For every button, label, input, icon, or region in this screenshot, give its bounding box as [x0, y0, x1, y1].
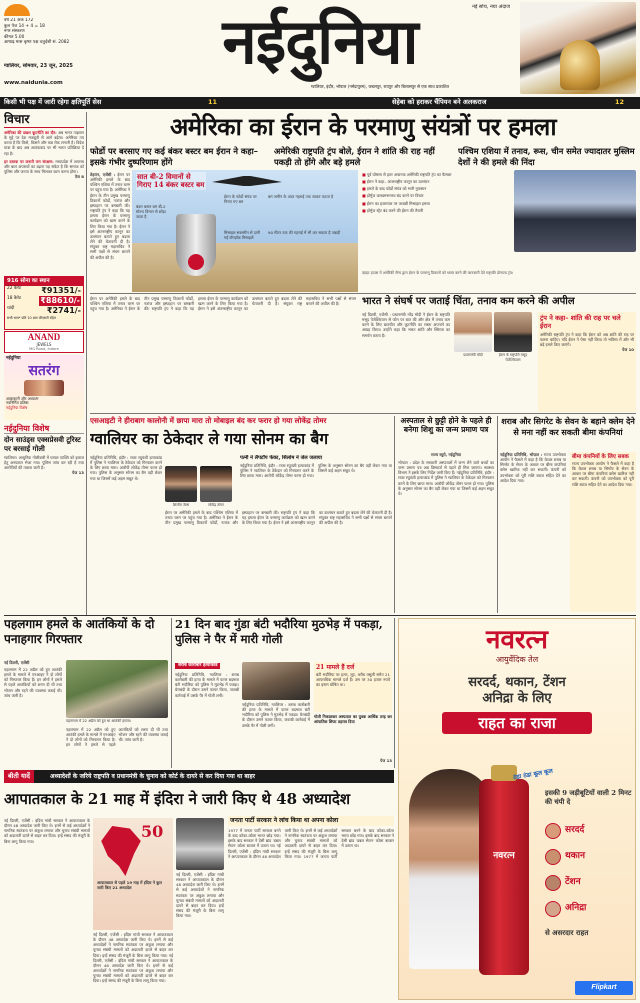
sun-logo-icon	[4, 4, 30, 16]
bhadoriya-body: नईदुनिया प्रतिनिधि, ग्वालियर : शराब कारोबारी की हत्या के मामले में फरार बदमाश बंटी भदौरिया को पुलिस ने मुठभेड़ में पकड़ा। घेराबंदी के दौरान उसने फायर किया, जवाबी कार्रवाई में उसके पैर में गोली लगी।	[175, 672, 239, 698]
gold-rates-title: 916 सोना का स्थान	[5, 277, 83, 286]
benefit-icon-1	[545, 849, 561, 865]
gwalior-lead-headline[interactable]: दोन साउंड्स एक्सप्रेसवी टूरिस्ट पर बरसाई गोली	[4, 435, 81, 453]
top-bar	[0, 97, 640, 109]
trump-press-photo	[514, 170, 636, 252]
rates-note: सभी भाव* प्रति 10 ग्राम जीएसटी रहित	[7, 315, 56, 320]
tagline: नई सोच, नया अंदाज	[472, 4, 510, 10]
gwalior-lead	[4, 423, 84, 613]
sonam-body-1: नईदुनिया प्रतिनिधि, इंदौर : राजा रघुवंशी हत्याकांड में पुलिस ने ग्वालियर के ठेकेदार को गिरफ्तार करने के लिए छापा मारा। आरोपी लोकेंद्र तोमर फरार हो गया। पुलिस के अनुसार सोनम का बैग वही लेकर गया था जिसमें कई अहम सबूत थे।	[90, 455, 162, 481]
graphic-text: आपातकाल से पहले 19 माह में इंदिरा ने कुल जारी किए 21 अध्यादेश	[97, 880, 162, 891]
bhadoriya-photo	[242, 662, 310, 700]
satrang-line1: आज्ञाकारी और अध्यात्म	[6, 395, 39, 401]
main-bullet-1: ■ ईरान ने कहा– अंतरराष्ट्रीय कानून का उल्लंघन	[362, 179, 512, 184]
bhadoriya-label: शराब कारोबार हत्याकांड	[175, 662, 239, 671]
satrang-line2: नवनिर्मित प्रतिष्ठा	[6, 400, 29, 406]
rate-value-1: ₹88610/-	[40, 295, 80, 305]
main-sub2[interactable]: अमेरिकी राष्ट्रपति ट्रंप बोले, ईरान ने शांति की राह नहीं पकड़ी तो होंगे और बड़े हमले	[274, 146, 435, 167]
pahalgam-body-2: पहलगाम में 22 अप्रैल को हुए आतंकी हमले के मामले में एनआइए ने दो लोगों को गिरफ्तार किया है। इन लोगों ने हमले से पहले आतंकियों को शरण दी थी तथा भोजन और रहने की व्यवस्था कराई थी। जांच जारी है।	[66, 727, 168, 748]
top-bar-left-page: 11	[208, 98, 218, 106]
newspaper-title: नईदुनिया	[222, 5, 418, 78]
satrang-ref: नईदुनिया विशेष	[6, 405, 28, 411]
beeti-headline[interactable]: आपातकाल के 21 माह में इंदिरा ने जारी किए थे 48 अध्यादेश	[4, 790, 351, 808]
navratna-ad[interactable]	[398, 618, 636, 1000]
insurance-box	[570, 452, 636, 612]
top-bar-right-page: 12	[615, 98, 625, 106]
vichar-text-1: अब भारत ताइवान के मुद्दे पर देश मजबूती से आगे बढ़ेगा। अमेरिका तय करता है कि किसे, किसने और कब रोक लगानी है। विदेश यात्रा के बाद अब आतंकवाद पर भी भारत प्रतिक्रिया दे रहा है।	[4, 130, 84, 156]
infographic-title: सात बी-2 विमानों से गिराए 14 बंकर बस्टर बम	[137, 172, 205, 189]
satrang-title: सतरंग	[28, 362, 60, 379]
website-link[interactable]: www.naidunia.com	[4, 80, 63, 86]
satrang-brand: नईदुनिया	[6, 356, 21, 361]
liquor-headline[interactable]: शराब और सिगरेट के सेवन के बहाने क्लेम देने से मना नहीं कर सकती बीमा कंपनियां	[501, 416, 635, 437]
bhadoriya-ref: पेज 13	[380, 758, 392, 763]
rate-label-2: चांदी	[7, 305, 15, 311]
main-bullet-4: ■ ईरान का इजरायल पर जवाबी मिसाइल हमला	[362, 201, 512, 206]
rate-label-1: 18 कैरेट	[7, 295, 22, 301]
sonam-body-3: ईरान पर अमेरिकी हमले के बाद पश्चिम एशिया में तनाव चरम पर पहुंच गया है। अमेरिका ने ईरान के तीन प्रमुख परमाणु ठिकानों फोर्डो, नतांज और इस्फहान पर बमबारी की। राष्ट्रपति ट्रंप ने कहा कि यह हमला ईरान के परमाणु कार्यक्रम को खत्म करने के लिए किया गया है। ईरान ने इसे अंतरराष्ट्रीय कानून का उल्लंघन बताते हुए बदला लेने की चेतावनी दी है। संयुक्त राष्ट्र महासचिव ने सभी पक्षों से संयम बरतने की अपील की है।	[165, 510, 392, 526]
modi-photo	[454, 312, 492, 352]
accused-photo-1	[165, 466, 197, 502]
main-headline[interactable]: अमेरिका का ईरान के परमाणु संयंत्रों पर हमला	[169, 112, 557, 141]
cases-box	[314, 662, 392, 712]
flipkart-logo[interactable]: Flipkart	[575, 981, 633, 995]
main-bullet-3: ■ होर्मुज जलडमरूमध्य बंद करने पर विचार	[362, 193, 512, 198]
info-point-0: बंकर बस्टर बम बी-2 स्टेल्थ विमान से छोड़ा जाता है	[136, 204, 166, 220]
main-sub3[interactable]: पश्चिम एशिया में तनाव, रूस, चीन समेत ज्यादातर मुस्लिम देशों ने की हमले की निंदा	[458, 146, 635, 167]
navratna-promise: इसकी 9 जड़ीबूटियों वाली 2 मिनट की चंपी दे	[545, 789, 632, 806]
beeti-strip	[4, 770, 394, 783]
bottle-label: नवरत्न	[493, 851, 515, 861]
satrang-box[interactable]	[4, 355, 84, 420]
sonam-headline[interactable]: ग्वालियर का ठेकेदार ले गया सोनम का बैग	[90, 429, 329, 448]
info-point-2: मिसाइल सबमरीन से दागी गईं टॉमहॉक मिसाइलें	[224, 230, 261, 241]
gwalior-lead-ref: पेज 13	[72, 470, 84, 476]
cola-body: 1977 में जनता पार्टी सरकार बनने के बाद कोका-कोला भारत छोड़ गया। इसके बाद सरकार ने देसी ब्रांड 'डबल सेवन' कोला बाजार में उतारा था। नई दिल्ली, एजेंसी : इंदिरा गांधी सरकार ने आपातकाल के दौरान 48 अध्यादेश जारी किए थे। इनमें से कई अध्यादेशों ने नागरिक स्वतंत्रता पर अंकुश लगाया और चुनाव संबंधी मामलों को अदालती दायरे से बाहर कर दिया। इन्हें संसद की मंजूरी के बिना लागू किया गया। 1977 में जनता पार्टी सरकार बनने के बाद कोका-कोला भारत छोड़ गया। इसके बाद सरकार ने देसी ब्रांड 'डबल सेवन' कोला बाजार में उतारा था।	[228, 828, 394, 859]
pahalgam-photo	[66, 660, 168, 718]
gwalior-lead-label: नईदुनिया विशेष	[4, 423, 84, 434]
navratna-line2: अनिद्रा के लिए	[482, 691, 552, 707]
beeti-body-3: नई दिल्ली, एजेंसी : इंदिरा गांधी सरकार ने आपातकाल के दौरान 48 अध्यादेश जारी किए थे। इनमें से कई अध्यादेशों ने नागरिक स्वतंत्रता पर अंकुश लगाया और चुनाव संबंधी मामलों को अदालती दायरे से बाहर कर दिया। इन्हें संसद की मंजूरी के बिना लागू किया गया। नई दिल्ली, एजेंसी : इंदिरा गांधी सरकार ने आपातकाल के दौरान 48 अध्यादेश जारी किए थे। इनमें से कई अध्यादेशों ने नागरिक स्वतंत्रता पर अंकुश लगाया और चुनाव संबंधी मामलों को अदालती दायरे से बाहर कर दिया। इन्हें संसद की मंजूरी के बिना लागू किया गया।	[93, 932, 173, 984]
india-headline[interactable]: भारत ने संघर्ष पर जताई चिंता, तनाव कम करने की अपील	[362, 296, 575, 307]
pahalgam-body: पहलगाम में 22 अप्रैल को हुए आतंकी हमले के मामले में एनआइए ने दो लोगों को गिरफ्तार किया है। इन लोगों ने हमले से पहले आतंकियों को शरण दी थी तथा भोजन और रहने की व्यवस्था कराई थी। जांच जारी है।	[4, 667, 62, 698]
jeweller-address: MG Road, Indore	[29, 347, 59, 351]
main-dateline: तेहरान, एजेंसी :	[90, 172, 116, 177]
info-point-1: ईरान के फोर्डो संयंत्र पर गिराए गए बम	[224, 194, 257, 205]
trophy-icon	[560, 40, 600, 90]
trump-side-ref: पेज 10	[622, 347, 634, 353]
bomb-core-icon	[188, 254, 204, 270]
cases-box-head: 21 मामले हैं दर्ज	[316, 664, 355, 671]
bottle-tag: ठंडा ठंडा कूल कूल	[512, 767, 554, 782]
bhadoriya-headline[interactable]: 21 दिन बाद गुंडा बंटी भदौरिया मुठभेड़ में पकड़ा, पुलिस ने पैर में मारी गोली	[175, 617, 383, 646]
bhadoriya-subhead: गोली निकालकर अस्पताल का युवक आर्थिक तरह कर आंपातिक शिफ्ट ठहराव दिया	[314, 714, 392, 725]
navratna-tagline: से असरदार राहत	[545, 928, 589, 937]
benefit-1: थकान	[545, 847, 633, 867]
editions-line: ग्वालियर, इंदौर, भोपाल (नर्मदापुरम), जबलपुर, रायपुर और बिलासपुर से एक साथ प्रकाशित	[310, 84, 450, 89]
india-body: नई दिल्ली, एजेंसी : प्रधानमंत्री नरेंद्र मोदी ने ईरान के राष्ट्रपति मसूद पेजेश्कियान से फोन पर बात की और क्षेत्र में तनाव कम करने के लिए बातचीत और कूटनीति का रास्ता अपनाने का आग्रह किया। उन्होंने कहा कि भारत शांति और स्थिरता का समर्थन करता है।	[362, 312, 450, 338]
vichar-text-2: मध्यप्रदेश में अपराध और बाल अपराधों का बढ़ना यह संकेत है कि समाज को पुलिस और जनता के साथ मिलकर काम करना होगा।	[4, 158, 84, 175]
photo-caption-2: लोकेंद्र तोमर	[208, 503, 224, 507]
beeti-label: बीती यादें	[4, 770, 34, 783]
indira-photo	[176, 818, 224, 870]
hospital-dateline: राज्य ब्यूरो, नईदुनिया	[431, 452, 461, 457]
pahalgam-headline[interactable]: पहलगाम हमले के आतंकियों के दो पनाहगार गिरफ्तार	[4, 617, 155, 646]
bhadoriya-body-2: नईदुनिया प्रतिनिधि, ग्वालियर : शराब कारोबारी की हत्या के मामले में फरार बदमाश बंटी भदौरिया को पुलिस ने मुठभेड़ में पकड़ा। घेराबंदी के दौरान उसने फायर किया, जवाबी कार्रवाई में उसके पैर में गोली लगी।	[242, 702, 310, 728]
pahalgam-caption: पहलगाम में 22 अप्रैल को हुए था आतंकी हमला।	[66, 719, 132, 723]
main-body-cont: ईरान पर अमेरिकी हमले के बाद पश्चिम एशिया में तनाव चरम पर पहुंच गया है। अमेरिका ने ईरान के तीन प्रमुख परमाणु ठिकानों फोर्डो, नतांज और इस्फहान पर बमबारी की। राष्ट्रपति ट्रंप ने कहा कि यह हमला ईरान के परमाणु कार्यक्रम को खत्म करने के लिए किया गया है। ईरान ने इसे अंतरराष्ट्रीय कानून का उल्लंघन बताते हुए बदला लेने की चेतावनी दी है। संयुक्त राष्ट्र महासचिव ने सभी पक्षों से संयम बरतने की अपील की है।	[90, 296, 356, 312]
pahalgam-dateline: नई दिल्ली, एजेंसी	[4, 660, 30, 665]
edition-info: वर्ष 21 अंक 172 कुल पेज 14 + 4 = 18 नगर संस्करण कीमत 5.00 आषाढ़ मास कृष्ण पक्ष चतुर्दशी सं. 2082	[4, 18, 70, 46]
oil-bottle-icon	[479, 779, 529, 975]
modi-caption: प्रधानमंत्री मोदी	[463, 353, 483, 357]
photo-caption-1: शिलॉम जेम्स	[172, 503, 190, 507]
info-point-4: 90 मीटर तक की गहराई में भी कर सकता है तबाही	[268, 230, 341, 235]
main-sub1[interactable]: फोर्डो पर बरसाए गए कई बंकर बस्टर बम ईरान ने कहा–इसके गंभीर दुष्परिणाम होंगे	[90, 146, 258, 167]
rate-label-0: 22 कैरेट	[7, 285, 22, 291]
pezeshkian-caption: ईरान के राष्ट्रपति मसूद पेजेश्कियान	[498, 353, 528, 362]
jeweller-ad[interactable]	[4, 331, 84, 353]
main-bullet-2: ■ हमले के बाद फोर्डो संयंत्र को भारी नुकसान	[362, 186, 512, 191]
gold-rates-box	[4, 276, 84, 330]
main-body: तेहरान, एजेंसी : ईरान पर अमेरिकी हमले के बाद पश्चिम एशिया में तनाव चरम पर पहुंच गया है। अमेरिका ने ईरान के तीन प्रमुख परमाणु ठिकानों फोर्डो, नतांज और इस्फहान पर बमबारी की। राष्ट्रपति ट्रंप ने कहा कि यह हमला ईरान के परमाणु कार्यक्रम को खत्म करने के लिए किया गया है। ईरान ने इसे अंतरराष्ट्रीय कानून का उल्लंघन बताते हुए बदला लेने की चेतावनी दी है। संयुक्त राष्ट्र महासचिव ने सभी पक्षों से संयम बरतने की अपील की है।	[90, 172, 130, 260]
jeweller-name: ANAND	[27, 332, 61, 342]
accused-photo-2	[200, 466, 232, 502]
trump-side-head[interactable]: ट्रंप ने कहा– शांति की राह पर चले ईरान	[540, 314, 621, 330]
vichar-label: विचार	[4, 112, 84, 128]
b2-bomber-icon	[212, 176, 282, 186]
rate-value-2: ₹2741/-	[46, 305, 81, 315]
b2-infographic	[132, 170, 358, 292]
insurance-box-text: राज्य उपभोक्ता आयोग ने फैसले में कहा है कि केवल शराब या सिगरेट के सेवन के आधार पर बीमा कंपनियां क्लेम खारिज नहीं कर सकतीं। कंपनी को उपभोक्ता को पूरी राशि ब्याज सहित देने का आदेश दिया गया।	[572, 460, 634, 487]
insurance-box-head: बीमा कंपनियों के लिए सबक	[572, 454, 629, 460]
benefit-icon-2	[545, 875, 561, 891]
trump-side-text: अमेरिकी राष्ट्रपति ट्रंप ने कहा कि ईरान को अब शांति की राह पर चलना चाहिए। यदि ईरान ने ऐसा नहीं किया तो भविष्य में और भी बड़े हमले किए जाएंगे।	[540, 332, 634, 348]
masthead	[0, 0, 640, 96]
benefit-3: अनिद्रा	[545, 899, 633, 919]
cola-headline[interactable]: जनता पार्टी सरकार ने लांच किया था अपना कोला	[228, 816, 394, 826]
cases-box-text: बंटी भदौरिया पर हत्या, लूट, अवैध वसूली समेत 21 आपराधिक मामले दर्ज हैं। उस पर 30 हजार रुपये का इनाम घोषित था।	[316, 671, 390, 687]
beeti-body-2: नई दिल्ली, एजेंसी : इंदिरा गांधी सरकार ने आपातकाल के दौरान 48 अध्यादेश जारी किए थे। इनमें से कई अध्यादेशों ने नागरिक स्वतंत्रता पर अंकुश लगाया और चुनाव संबंधी मामलों को अदालती दायरे से बाहर कर दिया। इन्हें संसद की मंजूरी के बिना लागू किया गया।	[176, 872, 224, 919]
beeti-body: नई दिल्ली, एजेंसी : इंदिरा गांधी सरकार ने आपातकाल के दौरान 48 अध्यादेश जारी किए थे। इनमें से कई अध्यादेशों ने नागरिक स्वतंत्रता पर अंकुश लगाया और चुनाव संबंधी मामलों को अदालती दायरे से बाहर कर दिया। इन्हें संसद की मंजूरी के बिना लागू किया गया।	[4, 818, 90, 844]
info-point-3: बम जमीन के अंदर गहराई तक जाकर फटता है	[268, 194, 334, 199]
date-line: ग्वालियर, सोमवार, 23 जून, 2025	[4, 63, 73, 69]
rate-value-0: ₹91351/-	[41, 285, 81, 295]
hospital-headline[interactable]: अस्पताल से छुट्टी होने के पहले ही बनेगा शिशु का जन्म प्रमाण पत्र	[400, 416, 492, 434]
top-bar-left[interactable]: किसी भी पक्ष में जारी रहेगा क्षतिपूर्ति सेस	[4, 98, 102, 106]
gwalior-lead-text: ग्वालियर। आधुनिक गोलीबारी में घायल व्यक्ति को इलाज हेतु अस्पताल भेजा गया। पुलिस जांच कर रही है तथा आरोपियों की तलाश जारी है।	[4, 455, 84, 471]
vichar-section	[4, 112, 84, 274]
main-caption: व्हाइट हाउस में अमेरिकी सैन्य द्वारा ईरान के परमाणु ठिकानों को ध्वस्त करने की जानकारी देते राष्ट्रपति डोनाल्ड ट्रंप।	[362, 271, 514, 275]
top-bar-right[interactable]: सेहेबा को हराकर चैंपियन बने अलकराज	[392, 98, 487, 106]
hospital-body: भोपाल : प्रदेश के सरकारी अस्पतालों में जन्म लेने वाले बच्चों का जन्म प्रमाण पत्र अब डिस्चार्ज से पहले ही मिल जाएगा। स्वास्थ्य विभाग ने इसके लिए निर्देश जारी किए हैं। नईदुनिया प्रतिनिधि, इंदौर : राजा रघुवंशी हत्याकांड में पुलिस ने ग्वालियर के ठेकेदार को गिरफ्तार करने के लिए छापा मारा। आरोपी लोकेंद्र तोमर फरार हो गया। पुलिस के अनुसार सोनम का बैग वही लेकर गया था जिसमें कई अहम सबूत थे।	[398, 460, 494, 496]
main-bullet-0: ■ पूर्व घोषणा से इतर अचानक अमेरिकी राष्ट्रपति ट्रंप का फैसला	[362, 172, 512, 177]
satrang-photo	[24, 380, 64, 396]
benefit-icon-0	[545, 823, 561, 839]
india-map-icon	[99, 826, 143, 876]
benefit-2: टेंशन	[545, 873, 633, 893]
vichar-page-ref: पेज 8	[74, 174, 84, 180]
navratna-brand-sub: आयुर्वेदिक तेल	[495, 655, 539, 664]
pezeshkian-photo	[494, 312, 532, 352]
benefit-icon-3	[545, 901, 561, 917]
benefit-0: सरदर्द	[545, 821, 633, 841]
navratna-line3: राहत का राजा	[442, 712, 592, 735]
vichar-head-1[interactable]: अमेरिका की दखल कूटनीति का दौर:	[4, 130, 57, 135]
main-bullet-5: ■ होर्मुज स्ट्रेट बंद करने की ईरान की तैयारी	[362, 208, 512, 213]
beeti-strip-text[interactable]: अध्यादेशों के जरिये राष्ट्रपति व प्रधानमंत्री के चुनाव को कोर्ट के दायरे से कर दिया गया था बाहर	[50, 773, 256, 780]
navratna-line1: सरदर्द, थकान, टेंशन	[468, 675, 566, 690]
sonam-subhead: पत्नी ने लैपटॉप फेंका, सिलोम ने जेल जलाया	[240, 455, 322, 461]
liquor-body: नईदुनिया प्रतिनिधि, भोपाल : राज्य उपभोक्ता आयोग ने फैसले में कहा है कि केवल शराब या सिगरेट के सेवन के आधार पर बीमा कंपनियां क्लेम खारिज नहीं कर सकतीं। कंपनी को उपभोक्ता को पूरी राशि ब्याज सहित देने का आदेश दिया गया।	[500, 452, 566, 483]
emergency-graphic	[93, 818, 173, 930]
graphic-number: 50	[141, 822, 164, 841]
vichar-head-2[interactable]: हर दस्तक पर जरूरी जन संरक्षण:	[4, 158, 54, 164]
navratna-brand: नवरत्न	[486, 625, 548, 655]
jeweller-sub: JEWELS	[36, 342, 52, 347]
trump-side-box	[538, 312, 636, 412]
sonam-body-2: नईदुनिया प्रतिनिधि, इंदौर : राजा रघुवंशी हत्याकांड में पुलिस ने ग्वालियर के ठेकेदार को गिरफ्तार करने के लिए छापा मारा। आरोपी लोकेंद्र तोमर फरार हो गया। पुलिस के अनुसार सोनम का बैग वही लेकर गया था जिसमें कई अहम सबूत थे।	[240, 463, 392, 479]
crime-strip[interactable]: एसआइटी ने हीराबाग कालोनी में छापा मारा तो मोबाइल बंद कर फरार हो गया लोकेंद्र तोमर	[90, 416, 327, 425]
